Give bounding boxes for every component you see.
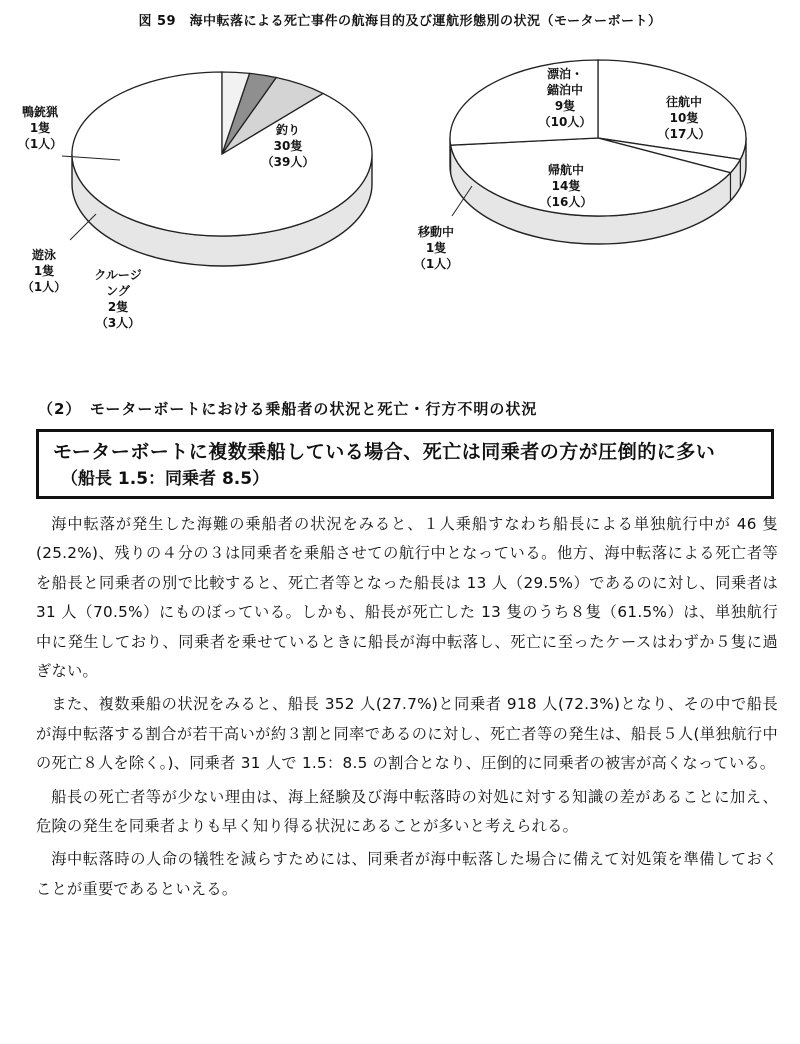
- pie-charts: [0, 36, 800, 366]
- leader-line: [70, 214, 96, 240]
- paragraph-1: 海中転落が発生した海難の乗船者の状況をみると、１人乗船すなわち船長による単独航行中が 46 隻(25.2%)、残りの４分の３は同乗者を乗船させての航行中となっている。他方、海中転落による死亡者等を船長と同乗者の別で比較すると、死亡者等となった船長は 13 人（29.5%）であるのに対し、同乗者は 31 人（70.5%）にものぼっている。しかも、船長が死亡した 13 隻のうち８隻（61.5%）は、単独航行中に発生しており、同乗者を乗せているときに船長が海中転落し、死亡に至ったケースはわずか５隻に過ぎない。: [36, 515, 778, 681]
- pie-chart-navigation-purpose: [18, 72, 372, 330]
- slice-label-0-1: クルージング 2隻（3人）: [94, 268, 142, 330]
- summary-box: [36, 429, 774, 499]
- slice-label-0-0: 釣り 30隻（39人）: [261, 123, 315, 169]
- summary-ratio-text: （船長 1.5：同乗者 8.5）: [61, 469, 270, 489]
- slice-label-0-3: 鴨銃猟 1隻（1人）: [17, 105, 63, 151]
- slice-label-0-2: 遊泳 1隻（1人）: [21, 248, 67, 294]
- slice-label-1-3: 漂泊・錨泊中 9隻（10人）: [538, 67, 592, 129]
- paragraph-2: また、複数乗船の状況をみると、船長 352 人(27.7%)と同乗者 918 人(72.3%)となり、その中で船長が海中転落する割合が若干高いが約３割と同率であるのに対し、死亡者等の発生は、船長５人(単独航行中の死亡８人を除く。)、同乗者 31 人で 1.5：8.5 の割合となり、圧倒的に同乗者の被害が高くなっている。: [36, 695, 778, 773]
- section-heading: （2） モーターボートにおける乗船者の状況と死亡・行方不明の状況: [38, 400, 538, 418]
- paragraph-3: 船長の死亡者等が少ない理由は、海上経験及び海中転落時の対処に対する知識の差があることに加え、危険の発生を同乗者よりも早く知り得る状況にあることが多いと考えられる。: [36, 787, 778, 836]
- paragraph-4: 海中転落時の人命の犠牲を減らすためには、同乗者が海中転落した場合に備えて対処策を準備しておくことが重要であるといえる。: [36, 850, 778, 898]
- pie-chart-operation-mode: [414, 60, 746, 271]
- slice-label-1-0: 往航中 10隻（17人）: [657, 95, 711, 141]
- slice-label-1-1: 移動中 1隻（1人）: [413, 225, 459, 271]
- figure-title: 図 59 海中転落による死亡事件の航海目的及び運航形態別の状況（モーターボート）: [138, 14, 662, 29]
- body-text: [36, 510, 778, 908]
- slice-label-1-2: 帰航中 14隻（16人）: [539, 163, 593, 209]
- summary-main-text: モーターボートに複数乗船している場合、死亡は同乗者の方が圧倒的に多い: [53, 441, 716, 463]
